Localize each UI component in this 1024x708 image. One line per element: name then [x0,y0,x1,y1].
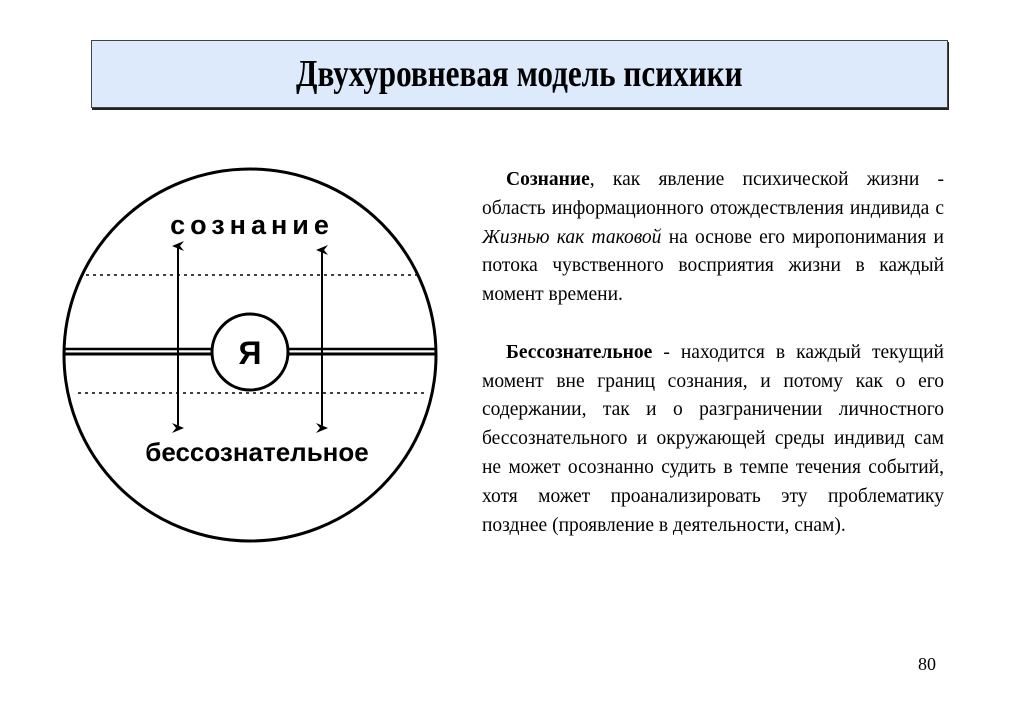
unconscious-label: бессознательное [145,437,369,467]
conscious-label: сознание [170,210,334,240]
paragraph1-text: , как явление психической жизни - область информационного отождествления индивида с [482,169,944,219]
self-label: Я [238,335,262,371]
paragraph1-text-end: на основе его миропонимания и потока чувственного восприятия жизни в каждый момент времени. [482,226,944,306]
slide-title: Двухуровневая модель психики [296,53,743,95]
paragraph1-italic: Жизнью как таковой [482,226,662,248]
term-consciousness: Сознание [506,169,590,190]
paragraph-unconscious [482,339,944,541]
term-unconscious: Бессознательное [506,341,653,363]
paragraph-consciousness [482,166,944,310]
psyche-diagram [0,0,460,560]
description-text [482,166,944,569]
page-number: 80 [918,654,936,674]
paragraph2-text: - находится в каждый текущий момент вне границ сознания, и потому как о его содержании, так и о разграничении личностного бессознательного и окружающей среды индивид сам не может осознанно судить в темпе течения событий, хотя может проанализировать эту проблематику позднее (проявление в деятельности, снам). [482,341,944,536]
